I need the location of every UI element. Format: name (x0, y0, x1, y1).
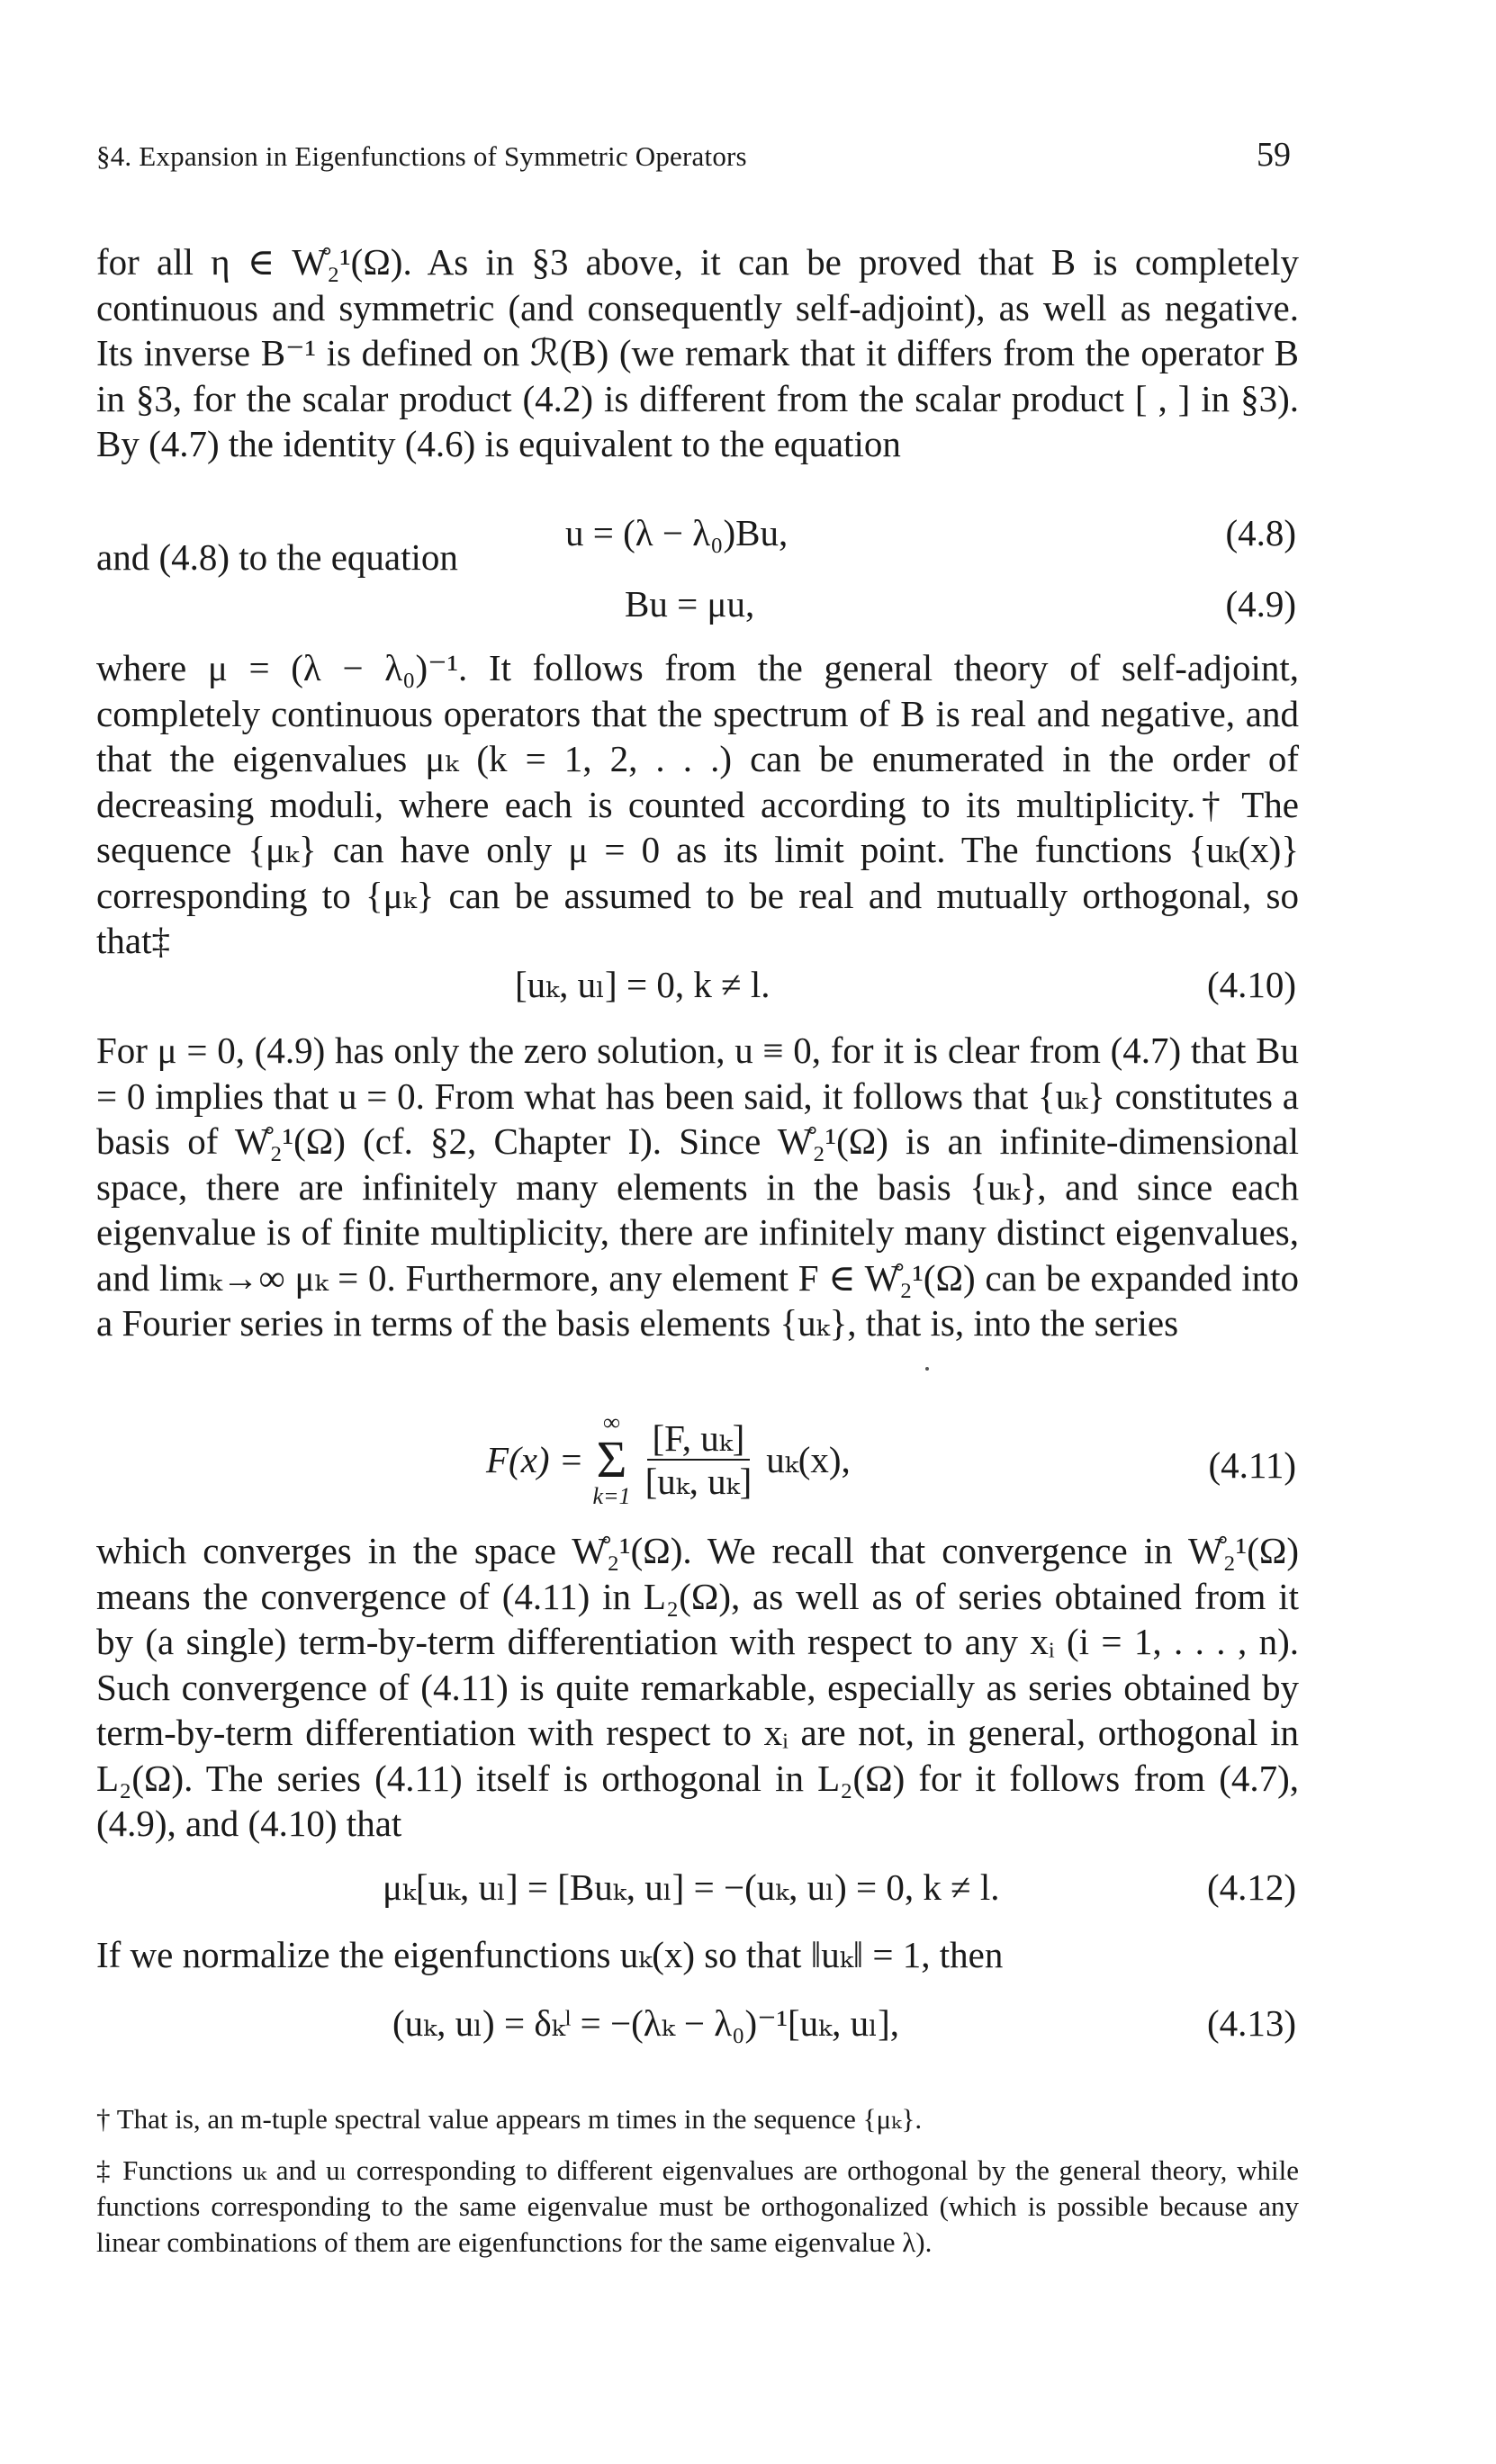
paragraph-4: For μ = 0, (4.9) has only the zero solution, u ≡ 0, for it is clear from (4.7) that Bu = 0 implies that u = 0. From what has been said, it follows that {uₖ} constitutes a basis of W̊₂¹(Ω) (cf. §2, Chapter I). Since W̊₂¹(Ω) is an infinite-dimensional space, there are infinitely many elements in the basis {uₖ}, and since each eigenvalue is of finite multiplicity, there are infinitely many distinct eigenvalues, and limₖ→∞ μₖ = 0. Furthermore, any element F ∈ W̊₂¹(Ω) can be expanded into a Fourier series in terms of the basis elements {uₖ}, that is, into the series (96, 1030, 1299, 1344)
sum-sigma: Σ (596, 1430, 627, 1488)
equation-4-12: μₖ[uₖ, uₗ] = [Buₖ, uₗ] = −(uₖ, uₗ) = 0, k ≠ l. (383, 1866, 1000, 1908)
sum-lower-limit: k=1 (592, 1483, 631, 1509)
equation-4-11-rhs: uₖ(x), (766, 1439, 851, 1480)
equation-number-4-9: (4.9) (1225, 583, 1296, 625)
footnote-dagger: † That is, an m-tuple spectral value appears m times in the sequence {μₖ}. (96, 2103, 923, 2135)
equation-4-11 (486, 1411, 851, 1508)
equation-4-8: u = (λ − λ₀)Bu, (565, 512, 789, 553)
fraction-denominator: [uₖ, uₖ] (644, 1461, 753, 1502)
paragraph-6: If we normalize the eigenfunctions uₖ(x) so that ‖uₖ‖ = 1, then (96, 1934, 1004, 1975)
summation-operator (592, 1411, 630, 1508)
equation-number-4-10: (4.10) (1206, 964, 1296, 1005)
paragraph-1: for all η ∈ W̊₂¹(Ω). As in §3 above, it can be proved that B is completely continuous and symmetric (and consequently self-adjoint), as well as negative. Its inverse B⁻¹ is defined on ℛ(B) (we remark that it differs from the operator B in §3, for the scalar product (4.2) is different from the scalar product [ , ] in §3). By (4.7) the identity (4.6) is equivalent to the equation (96, 241, 1299, 464)
equation-number-4-13: (4.13) (1206, 2002, 1296, 2044)
fraction (640, 1417, 758, 1502)
fraction-numerator: [F, uₖ] (647, 1417, 751, 1461)
equation-4-10: [uₖ, uₗ] = 0, k ≠ l. (515, 964, 771, 1005)
paragraph-5: which converges in the space W̊₂¹(Ω). We recall that convergence in W̊₂¹(Ω) means the convergence of (4.11) in L₂(Ω), as well as of series obtained from it by (a single) term-by-term differentiation with respect to any xᵢ (i = 1, . . . , n). Such convergence of (4.11) is quite remarkable, especially as series obtained by term-by-term differentiation with respect to xᵢ are not, in general, orthogonal in L₂(Ω). The series (4.11) itself is orthogonal in L₂(Ω) for it follows from (4.7), (4.9), and (4.10) that (96, 1530, 1299, 1844)
paragraph-2: and (4.8) to the equation (96, 536, 458, 578)
equation-number-4-12: (4.12) (1206, 1866, 1296, 1908)
equation-number-4-11: (4.11) (1208, 1444, 1296, 1486)
equation-number-4-8: (4.8) (1225, 512, 1296, 553)
equation-4-11-lhs: F(x) = (486, 1439, 584, 1480)
page-number: 59 (1257, 136, 1291, 174)
running-title: §4. Expansion in Eigenfunctions of Symmetric Operators (96, 140, 747, 172)
equation-4-13: (uₖ, uₗ) = δₖˡ = −(λₖ − λ₀)⁻¹[uₖ, uₗ], (392, 2002, 899, 2044)
sum-upper-limit: ∞ (603, 1409, 620, 1435)
footnote-double-dagger: ‡ Functions uₖ and uₗ corresponding to different eigenvalues are orthogonal by the general theory, while functions corresponding to the same eigenvalue must be orthogonalized (which is possible because any linear combinations of them are eigenfunctions for the same eigenvalue λ). (96, 2154, 1299, 2258)
equation-4-9: Bu = μu, (625, 583, 755, 625)
stray-dot (925, 1367, 929, 1371)
paragraph-3: where μ = (λ − λ₀)⁻¹. It follows from the general theory of self-adjoint, completely continuous operators that the spectrum of B is real and negative, and that the eigenvalues μₖ (k = 1, 2, . . .) can be enumerated in the order of decreasing moduli, where each is counted according to its multiplicity.† The sequence {μₖ} can have only μ = 0 as its limit point. The functions {uₖ(x)} corresponding to {μₖ} can be assumed to be real and mutually orthogonal, so that‡ (96, 647, 1299, 961)
